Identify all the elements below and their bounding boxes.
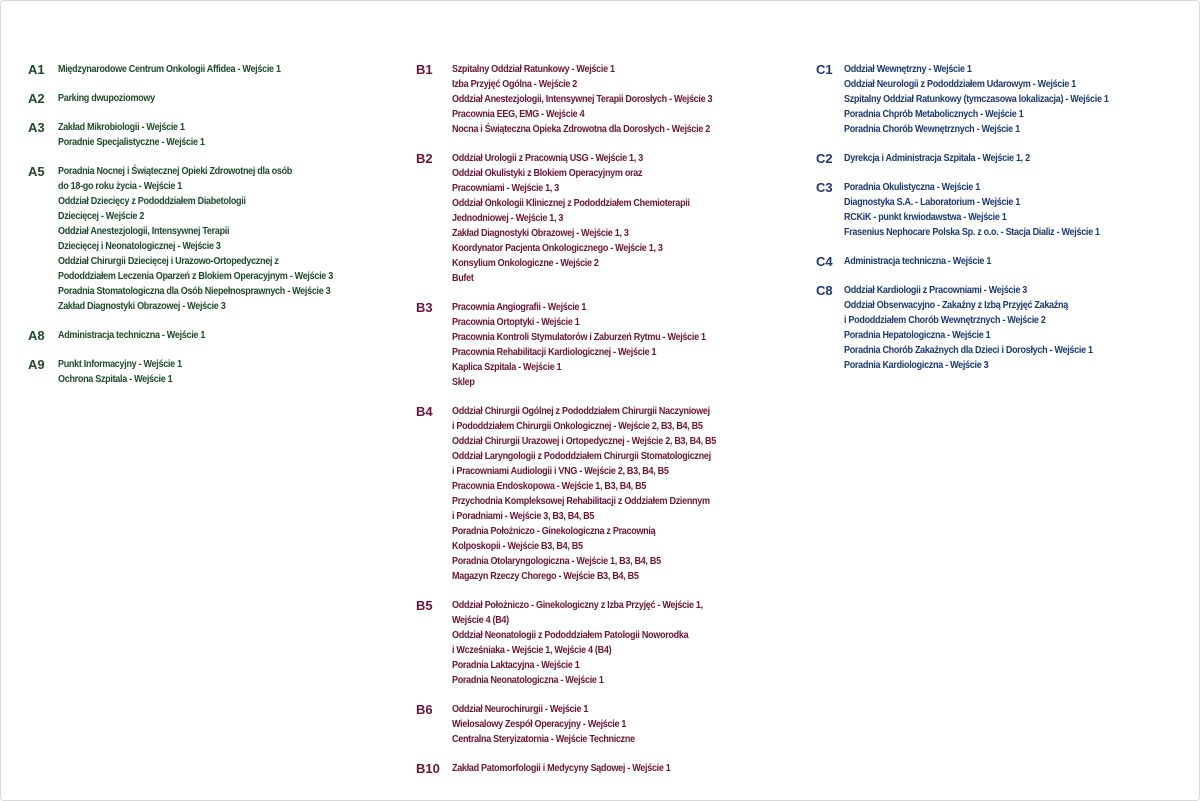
department-line: Oddział Obserwacyjno - Zakaźny z Izbą Przyjęć Zakaźną bbox=[844, 299, 1068, 311]
building-section-a9 bbox=[28, 357, 388, 387]
department-line: Oddział Neonatologii z Pododdziałem Patologii Noworodka bbox=[452, 629, 689, 641]
building-code: B5 bbox=[416, 598, 433, 613]
building-section-b1 bbox=[416, 62, 796, 137]
department-line: Oddział Wewnętrzny - Wejście 1 bbox=[844, 63, 972, 75]
department-line: Diagnostyka S.A. - Laboratorium - Wejście 1 bbox=[844, 196, 1021, 208]
department-line: i Wcześniaka - Wejście 1, Wejście 4 (B4) bbox=[452, 644, 612, 656]
building-code: C2 bbox=[816, 151, 833, 166]
department-line: Ochrona Szpitala - Wejście 1 bbox=[58, 373, 173, 385]
department-line: Pracowniami - Wejście 1, 3 bbox=[452, 182, 559, 194]
department-line: Poradnia Otolaryngologiczna - Wejście 1, B3, B4, B5 bbox=[452, 555, 661, 567]
department-line: Oddział Chirurgii Urazowej i Ortopedycznej - Wejście 2, B3, B4, B5 bbox=[452, 435, 716, 447]
department-list bbox=[844, 283, 1133, 373]
department-list bbox=[58, 164, 378, 314]
department-line: Zakład Mikrobiologii - Wejście 1 bbox=[58, 121, 185, 133]
column-c bbox=[816, 62, 1196, 387]
department-line: Kolposkopii - Wejście B3, B4, B5 bbox=[452, 540, 583, 552]
department-line: Oddział Chirurgii Dziecięcej i Urazowo-Ortopedycznej z bbox=[58, 255, 279, 267]
department-line: Pracownia Ortoptyki - Wejście 1 bbox=[452, 316, 580, 328]
building-code: A1 bbox=[28, 62, 45, 77]
department-line: i Pododdziałem Chirurgii Onkologicznej - Wejście 2, B3, B4, B5 bbox=[452, 420, 703, 432]
building-code: B2 bbox=[416, 151, 433, 166]
department-line: Frasenius Nephocare Polska Sp. z o.o. - Stacja Dializ - Wejście 1 bbox=[844, 226, 1100, 238]
department-line: i Pododdziałem Chorób Wewnętrznych - Wejście 2 bbox=[844, 314, 1046, 326]
building-code: B3 bbox=[416, 300, 433, 315]
department-line: do 18-go roku życia - Wejście 1 bbox=[58, 180, 183, 192]
department-list bbox=[452, 404, 759, 584]
building-section-c8 bbox=[816, 283, 1196, 373]
department-list bbox=[58, 62, 317, 77]
building-section-a3 bbox=[28, 120, 388, 150]
department-list bbox=[452, 151, 728, 286]
department-line: Poradnia Chorób Wewnętrznych - Wejście 1 bbox=[844, 123, 1020, 135]
department-line: Centralna Steryizatornia - Wejście Techniczne bbox=[452, 733, 635, 745]
department-list bbox=[58, 91, 171, 106]
department-line: Pracownia Endoskopowa - Wejście 1, B3, B4, B5 bbox=[452, 480, 647, 492]
department-line: Pracownia Rehabilitacji Kardiologicznej - Wejście 1 bbox=[452, 346, 657, 358]
building-code: B4 bbox=[416, 404, 433, 419]
department-line: Oddział Okulistyki z Blokiem Operacyjnym oraz bbox=[452, 167, 643, 179]
department-line: Izba Przyjęć Ogólna - Wejście 2 bbox=[452, 78, 578, 90]
department-line: Poradnia Hepatologiczna - Wejście 1 bbox=[844, 329, 991, 341]
building-code: B6 bbox=[416, 702, 433, 717]
department-line: RCKiK - punkt krwiodawstwa - Wejście 1 bbox=[844, 211, 1007, 223]
department-line: Oddział Chirurgii Ogólnej z Pododdziałem Chirurgii Naczyniowej bbox=[452, 405, 710, 417]
department-line: Administracja techniczna - Wejście 1 bbox=[58, 329, 206, 341]
department-list bbox=[452, 598, 744, 688]
department-line: Zakład Diagnostyki Obrazowej - Wejście 1, 3 bbox=[452, 227, 629, 239]
department-line: Parking dwupoziomowy bbox=[58, 92, 155, 104]
department-line: Przychodnia Kompleksowej Rehabilitacji z Oddziałem Dziennym bbox=[452, 495, 710, 507]
department-line: Oddział Anestezjologii, Intensywnej Terapii bbox=[58, 225, 230, 237]
department-line: i Pracowniami Audiologii i VNG - Wejście 2, B3, B4, B5 bbox=[452, 465, 669, 477]
building-code: B10 bbox=[416, 761, 440, 776]
building-section-c3 bbox=[816, 180, 1196, 240]
department-line: Administracja techniczna - Wejście 1 bbox=[844, 255, 992, 267]
department-line: Poradnia Położniczo - Ginekologiczna z Pracownią bbox=[452, 525, 656, 537]
building-section-a1 bbox=[28, 62, 388, 77]
department-list bbox=[452, 702, 665, 747]
department-line: Oddział Onkologii Klinicznej z Pododdziałem Chemioterapii bbox=[452, 197, 690, 209]
building-section-b4 bbox=[416, 404, 796, 584]
building-section-a8 bbox=[28, 328, 388, 343]
department-list bbox=[58, 357, 202, 387]
department-line: Oddział Urologii z Pracownią USG - Wejście 1, 3 bbox=[452, 152, 643, 164]
department-list bbox=[844, 254, 1015, 269]
department-line: Dziecięcej i Neonatologicznej - Wejście 3 bbox=[58, 240, 221, 252]
department-line: Szpitalny Oddział Ratunkowy - Wejście 1 bbox=[452, 63, 615, 75]
building-code: C3 bbox=[816, 180, 833, 195]
department-line: Oddział Laryngologii z Pododdziałem Chirurgii Stomatologicznej bbox=[452, 450, 711, 462]
department-line: Wejście 4 (B4) bbox=[452, 614, 509, 626]
department-line: Poradnia Okulistyczna - Wejście 1 bbox=[844, 181, 980, 193]
department-line: Poradnia Nocnej i Świątecznej Opieki Zdrowotnej dla osób bbox=[58, 165, 293, 177]
department-line: i Poradniami - Wejście 3, B3, B4, B5 bbox=[452, 510, 595, 522]
building-section-c4 bbox=[816, 254, 1196, 269]
department-line: Jednodniowej - Wejście 1, 3 bbox=[452, 212, 564, 224]
department-line: Oddział Kardiologii z Pracowniami - Wejście 3 bbox=[844, 284, 1027, 296]
department-line: Międzynarodowe Centrum Onkologii Affidea - Wejście 1 bbox=[58, 63, 281, 75]
building-section-c1 bbox=[816, 62, 1196, 137]
department-line: Pracownia EEG, EMG - Wejście 4 bbox=[452, 108, 585, 120]
building-code: C1 bbox=[816, 62, 833, 77]
department-line: Dziecięcej - Wejście 2 bbox=[58, 210, 145, 222]
department-line: Punkt Informacyjny - Wejście 1 bbox=[58, 358, 182, 370]
building-section-b3 bbox=[416, 300, 796, 390]
building-code: C8 bbox=[816, 283, 833, 298]
department-line: Bufet bbox=[452, 272, 474, 284]
building-code: B1 bbox=[416, 62, 433, 77]
department-line: Konsylium Onkologiczne - Wejście 2 bbox=[452, 257, 599, 269]
building-section-c2 bbox=[816, 151, 1196, 166]
department-line: Poradnia Laktacyjna - Wejście 1 bbox=[452, 659, 580, 671]
department-list bbox=[452, 62, 755, 137]
building-section-b6 bbox=[416, 702, 796, 747]
department-list bbox=[844, 62, 1152, 137]
building-code: A3 bbox=[28, 120, 45, 135]
department-line: Poradnia Stomatologiczna dla Osób Niepełnosprawnych - Wejście 3 bbox=[58, 285, 331, 297]
building-code: A2 bbox=[28, 91, 45, 106]
department-line: Oddział Dziecięcy z Pododdziałem Diabetologii bbox=[58, 195, 246, 207]
department-line: Sklep bbox=[452, 376, 475, 388]
department-line: Nocna i Świąteczna Opieka Zdrowotna dla Dorosłych - Wejście 2 bbox=[452, 123, 710, 135]
department-line: Oddział Anestezjologii, Intensywnej Terapii Dorosłych - Wejście 3 bbox=[452, 93, 713, 105]
department-list bbox=[58, 328, 229, 343]
building-code: C4 bbox=[816, 254, 833, 269]
department-list bbox=[452, 300, 747, 390]
column-b bbox=[416, 62, 796, 790]
department-list bbox=[844, 180, 1141, 240]
department-list bbox=[58, 120, 228, 150]
department-line: Poradnie Specjalistyczne - Wejście 1 bbox=[58, 136, 205, 148]
department-line: Pododdziałem Leczenia Oparzeń z Blokiem Operacyjnym - Wejście 3 bbox=[58, 270, 333, 282]
department-line: Poradnia Chorób Zakaźnych dla Dzieci i Dorosłych - Wejście 1 bbox=[844, 344, 1093, 356]
building-section-a5 bbox=[28, 164, 388, 314]
department-list bbox=[844, 151, 1060, 166]
column-a bbox=[28, 62, 388, 401]
department-line: Dyrekcja i Administracja Szpitala - Wejście 1, 2 bbox=[844, 152, 1030, 164]
department-line: Oddział Położniczo - Ginekologiczny z Izba Przyjęć - Wejście 1, bbox=[452, 599, 703, 611]
building-section-b5 bbox=[416, 598, 796, 688]
building-section-b2 bbox=[416, 151, 796, 286]
department-line: Wielosalowy Zespół Operacyjny - Wejście 1 bbox=[452, 718, 627, 730]
department-list bbox=[452, 761, 706, 776]
department-line: Poradnia Kardiologiczna - Wejście 3 bbox=[844, 359, 989, 371]
building-section-b10 bbox=[416, 761, 796, 776]
building-code: A8 bbox=[28, 328, 45, 343]
department-line: Szpitalny Oddział Ratunkowy (tymczasowa lokalizacja) - Wejście 1 bbox=[844, 93, 1109, 105]
department-line: Poradnia Chprób Metabolicznych - Wejście 1 bbox=[844, 108, 1024, 120]
department-line: Zakład Patomorfologii i Medycyny Sądowej - Wejście 1 bbox=[452, 762, 671, 774]
building-code: A5 bbox=[28, 164, 45, 179]
department-line: Magazyn Rzeczy Chorego - Wejście B3, B4, B5 bbox=[452, 570, 639, 582]
department-line: Oddział Neurologii z Pododdziałem Udarowym - Wejście 1 bbox=[844, 78, 1076, 90]
department-line: Pracownia Kontroli Stymulatorów i Zaburzeń Rytmu - Wejście 1 bbox=[452, 331, 706, 343]
department-line: Pracownia Angiografii - Wejście 1 bbox=[452, 301, 587, 313]
department-line: Oddział Neurochirurgii - Wejście 1 bbox=[452, 703, 589, 715]
department-line: Koordynator Pacjenta Onkologicznego - Wejście 1, 3 bbox=[452, 242, 663, 254]
department-line: Kaplica Szpitala - Wejście 1 bbox=[452, 361, 562, 373]
building-section-a2 bbox=[28, 91, 388, 106]
building-code: A9 bbox=[28, 357, 45, 372]
department-line: Poradnia Neonatologiczna - Wejście 1 bbox=[452, 674, 604, 686]
department-line: Zakład Diagnostyki Obrazowej - Wejście 3 bbox=[58, 300, 226, 312]
